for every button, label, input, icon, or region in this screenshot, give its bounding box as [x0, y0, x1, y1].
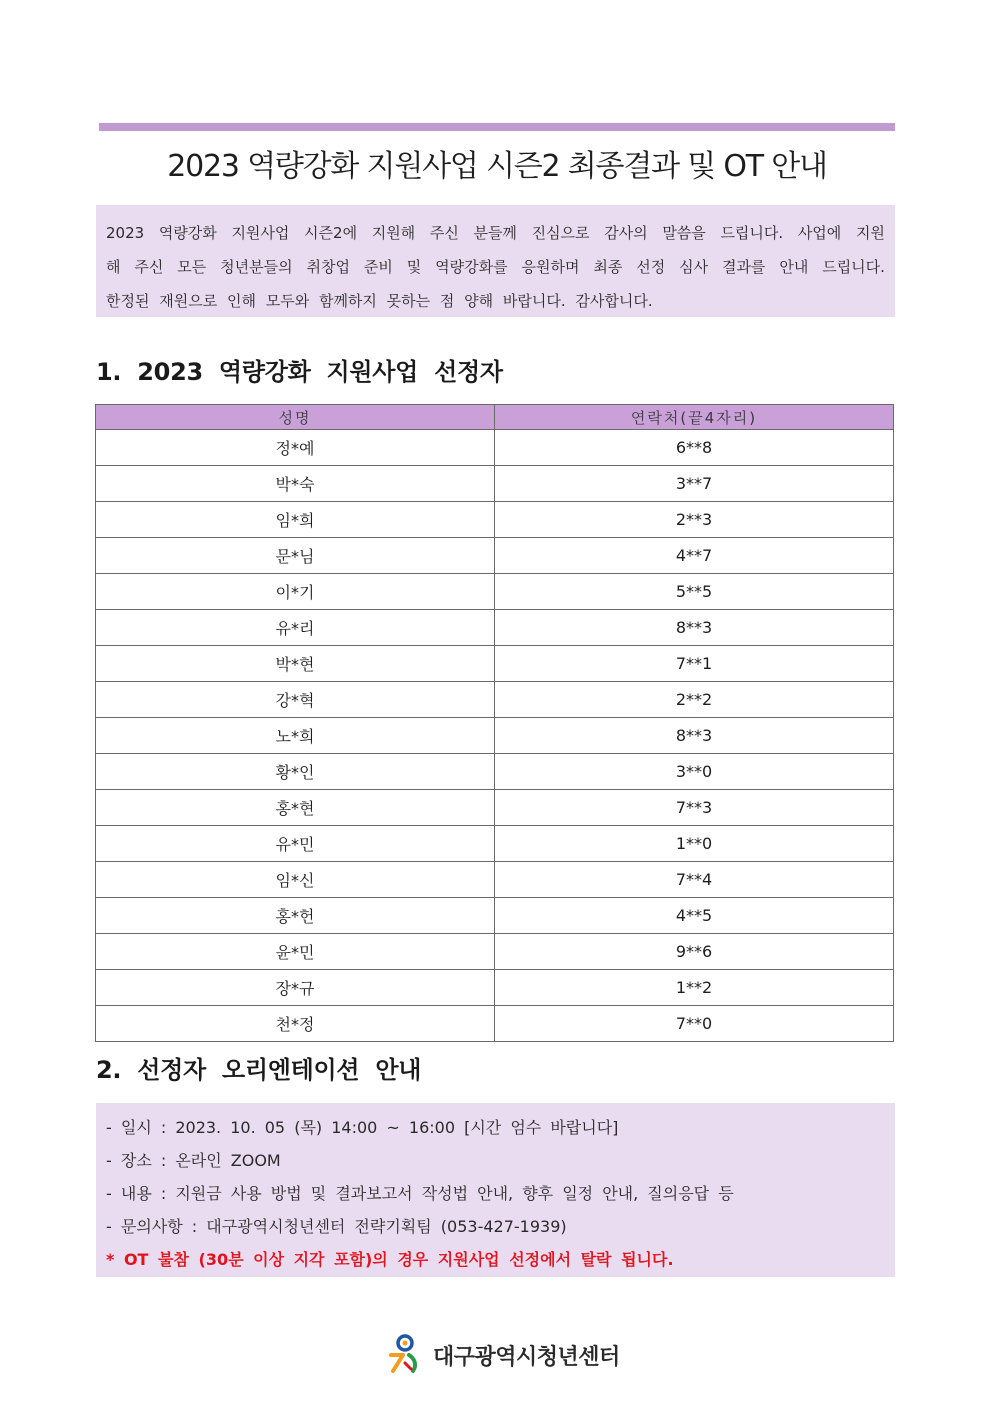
table-row: [96, 862, 894, 898]
selectee-name-cell: 유*민: [96, 826, 495, 862]
footer-org-name: 대구광역시청년센터: [433, 1344, 620, 1370]
table-row: [96, 646, 894, 682]
table-row: [96, 574, 894, 610]
selectee-contact-cell: 9**6: [495, 934, 894, 970]
selectee-contact-cell: 7**4: [495, 862, 894, 898]
selectee-contact-cell: 7**3: [495, 790, 894, 826]
table-row: [96, 790, 894, 826]
selectee-contact-cell: 8**3: [495, 718, 894, 754]
daegu-youth-center-logo-icon: [385, 1333, 427, 1377]
orientation-place: - 장소 : 온라인 ZOOM: [106, 1151, 281, 1170]
selectee-contact-cell: 3**0: [495, 754, 894, 790]
selectee-contact-cell: 7**0: [495, 1006, 894, 1042]
intro-line: 한정된 재원으로 인해 모두와 함께하지 못하는 점 양해 바랍니다. 감사합니다.: [106, 292, 653, 310]
selectee-contact-cell: 4**7: [495, 538, 894, 574]
footer-logo: [385, 1330, 625, 1380]
selectee-contact-cell: 3**7: [495, 466, 894, 502]
selectee-contact-cell: 1**2: [495, 970, 894, 1006]
selectee-name-cell: 문*님: [96, 538, 495, 574]
page-title: 2023 역량강화 지원사업 시즌2 최종결과 및 OT 안내: [167, 149, 827, 184]
selectee-name-cell: 유*리: [96, 610, 495, 646]
table-row: [96, 826, 894, 862]
selectee-name-cell: 임*신: [96, 862, 495, 898]
intro-line: 해 주신 모든 청년분들의 취창업 준비 및 역량강화를 응원하며 최종 선정 심사 결과를 안내 드립니다.: [106, 258, 885, 276]
column-header-name: 성명: [96, 405, 495, 430]
table-row: [96, 538, 894, 574]
selectee-name-cell: 홍*현: [96, 790, 495, 826]
orientation-date: - 일시 : 2023. 10. 05 (목) 14:00 ~ 16:00 [시간 엄수 바랍니다]: [106, 1118, 619, 1137]
table-body: [96, 430, 894, 1042]
table-row: [96, 466, 894, 502]
table-row: [96, 430, 894, 466]
selectee-name-cell: 이*기: [96, 574, 495, 610]
selectee-name-cell: 박*숙: [96, 466, 495, 502]
selectee-name-cell: 천*정: [96, 1006, 495, 1042]
selectee-name-cell: 윤*민: [96, 934, 495, 970]
selectee-contact-cell: 6**8: [495, 430, 894, 466]
table-row: [96, 1006, 894, 1042]
selectee-name-cell: 장*규: [96, 970, 495, 1006]
selectee-name-cell: 강*혁: [96, 682, 495, 718]
table-header-row: [96, 405, 894, 430]
table-row: [96, 718, 894, 754]
table-row: [96, 502, 894, 538]
selectee-name-cell: 홍*헌: [96, 898, 495, 934]
intro-line: 2023 역량강화 지원사업 시즌2에 지원해 주신 분들께 진심으로 감사의 말씀을 드립니다. 사업에 지원: [106, 224, 885, 242]
selectee-contact-cell: 8**3: [495, 610, 894, 646]
orientation-contact: - 문의사항 : 대구광역시청년센터 전략기획팀 (053-427-1939): [106, 1217, 567, 1236]
table-row: [96, 898, 894, 934]
selectee-contact-cell: 2**3: [495, 502, 894, 538]
selectee-name-cell: 황*인: [96, 754, 495, 790]
table-row: [96, 934, 894, 970]
selectee-contact-cell: 4**5: [495, 898, 894, 934]
selectee-contact-cell: 2**2: [495, 682, 894, 718]
selectee-contact-cell: 1**0: [495, 826, 894, 862]
selectee-name-cell: 노*희: [96, 718, 495, 754]
table-row: [96, 610, 894, 646]
table-row: [96, 970, 894, 1006]
intro-box: [96, 205, 895, 317]
selectee-name-cell: 정*예: [96, 430, 495, 466]
title-accent-bar: [99, 123, 895, 131]
selectee-contact-cell: 7**1: [495, 646, 894, 682]
selectees-table: [95, 404, 894, 1042]
orientation-warning: * OT 불참 (30분 이상 지각 포함)의 경우 지원사업 선정에서 탈락 됩니다.: [106, 1250, 674, 1269]
table-row: [96, 682, 894, 718]
selectee-name-cell: 임*희: [96, 502, 495, 538]
section-heading-orientation: 2. 선정자 오리엔테이션 안내: [96, 1056, 422, 1084]
column-header-contact: 연락처(끝4자리): [495, 405, 894, 430]
selectee-name-cell: 박*현: [96, 646, 495, 682]
table-row: [96, 754, 894, 790]
section-heading-selectees: 1. 2023 역량강화 지원사업 선정자: [96, 358, 503, 386]
selectee-contact-cell: 5**5: [495, 574, 894, 610]
orientation-content: - 내용 : 지원금 사용 방법 및 결과보고서 작성법 안내, 향후 일정 안내, 질의응답 등: [106, 1184, 734, 1203]
orientation-info-box: [96, 1103, 895, 1277]
